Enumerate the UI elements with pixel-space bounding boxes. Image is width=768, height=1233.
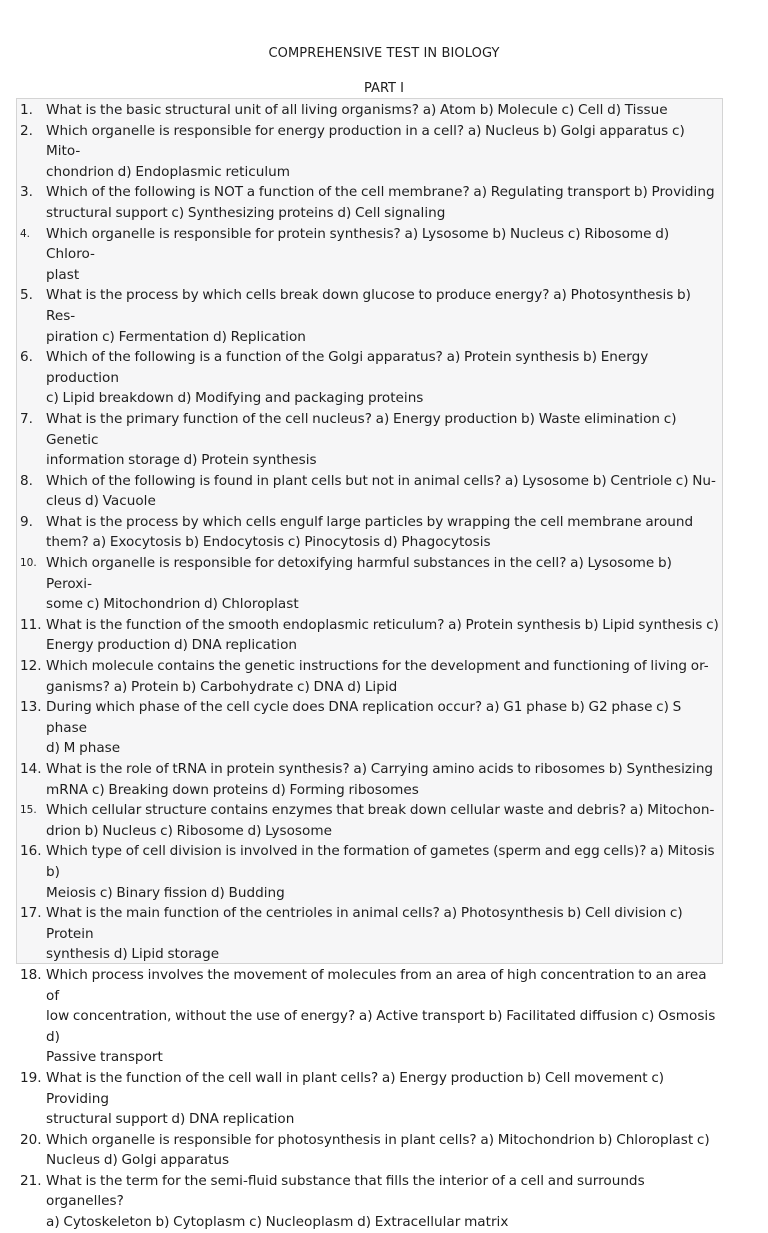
question-item xyxy=(17,471,722,512)
question-text-line: Which of the following is a function of the Golgi apparatus? a) Protein synthesis b) Energy production xyxy=(46,349,649,386)
question-text-line: c) Lipid breakdown d) Modifying and packaging proteins xyxy=(46,390,424,407)
question-number: 15. xyxy=(20,804,37,817)
question-text-line: What is the role of tRNA in protein synthesis? a) Carrying amino acids to ribosomes b) Synthesizing xyxy=(46,761,714,777)
question-item xyxy=(17,285,722,347)
question-text-line: Meiosis c) Binary fission d) Budding xyxy=(46,884,285,901)
question-text-line: What is the function of the smooth endoplasmic reticulum? a) Protein synthesis b) Lipid synthesis c) xyxy=(46,616,719,633)
question-number: 1. xyxy=(20,102,33,118)
question-item xyxy=(17,512,722,553)
question-item xyxy=(17,800,722,841)
question-text-line: Which type of cell division is involved in the formation of gametes (sperm and egg cells)? a) Mitosis b) xyxy=(46,843,715,880)
question-number: 12. xyxy=(20,658,42,675)
question-item xyxy=(17,841,722,903)
question-text-line: synthesis d) Lipid storage xyxy=(46,946,220,963)
question-item xyxy=(17,903,722,965)
question-number: 2. xyxy=(20,122,33,139)
question-number: 3. xyxy=(20,184,33,201)
question-item xyxy=(17,100,722,121)
question-item xyxy=(17,1171,722,1233)
question-number: 7. xyxy=(20,410,33,427)
question-text-line: During which phase of the cell cycle does DNA replication occur? a) G1 phase b) G2 phase c) S phase xyxy=(46,699,682,736)
question-item xyxy=(17,121,722,183)
question-text-line: What is the main function of the centrioles in animal cells? a) Photosynthesis b) Cell division c) Protein xyxy=(46,905,683,942)
question-number: 21. xyxy=(20,1172,42,1189)
question-item xyxy=(17,409,722,471)
question-text-line: Which organelle is responsible for photosynthesis in plant cells? a) Mitochondrion b) Chloroplast c) xyxy=(46,1131,710,1148)
question-text-line: them? a) Exocytosis b) Endocytosis c) Pinocytosis d) Phagocytosis xyxy=(46,534,491,551)
question-item xyxy=(17,1068,722,1130)
question-list xyxy=(17,99,722,1233)
question-text-line: What is the process by which cells engulf large particles by wrapping the cell membrane around xyxy=(46,513,694,530)
question-list-box xyxy=(16,98,723,1231)
question-text-line: Passive transport xyxy=(46,1049,163,1066)
question-number: 6. xyxy=(20,349,33,366)
question-text-line: cleus d) Vacuole xyxy=(46,493,156,510)
question-text-line: What is the term for the semi-fluid substance that fills the interior of a cell and surrounds organelles? xyxy=(46,1172,645,1210)
question-item xyxy=(17,759,722,800)
question-text-line: ganisms? a) Protein b) Carbohydrate c) DNA d) Lipid xyxy=(46,678,398,695)
question-text-line: mRNA c) Breaking down proteins d) Forming ribosomes xyxy=(46,781,419,798)
question-number: 18. xyxy=(20,966,42,983)
question-text-line: Which process involves the movement of molecules from an area of high concentration to an area of xyxy=(46,966,707,1004)
question-text-line: plast xyxy=(46,266,80,283)
question-text-line: Nucleus d) Golgi apparatus xyxy=(46,1152,230,1169)
question-item xyxy=(17,965,722,1068)
question-item xyxy=(17,347,722,409)
question-text-line: Which cellular structure contains enzymes that break down cellular waste and debris? a) Mitochon- xyxy=(46,802,715,819)
question-text-line: Which of the following is found in plant cells but not in animal cells? a) Lysosome b) Centriole c) Nu- xyxy=(46,472,716,489)
question-text-line: Which organelle is responsible for detoxifying harmful substances in the cell? a) Lysosome b) Peroxi- xyxy=(46,555,672,592)
question-item xyxy=(17,656,722,697)
question-item xyxy=(17,697,722,759)
question-item xyxy=(17,553,722,615)
question-number: 17. xyxy=(20,905,42,922)
question-number: 9. xyxy=(20,513,33,530)
question-number: 10. xyxy=(20,557,37,570)
question-number: 19. xyxy=(20,1069,42,1086)
question-number: 16. xyxy=(20,843,42,860)
question-text-line: information storage d) Protein synthesis xyxy=(46,452,317,469)
question-number: 20. xyxy=(20,1131,42,1148)
question-text-line: chondrion d) Endoplasmic reticulum xyxy=(46,163,290,180)
question-text-line: What is the basic structural unit of all living organisms? a) Atom b) Molecule c) Cell d) Tissue xyxy=(46,102,668,118)
question-text-line: What is the primary function of the cell nucleus? a) Energy production b) Waste elimination c) Genetic xyxy=(46,410,677,448)
question-item xyxy=(17,182,722,223)
part-heading: PART I xyxy=(364,81,404,96)
question-text-line: structural support d) DNA replication xyxy=(46,1111,295,1128)
question-text-line: What is the function of the cell wall in plant cells? a) Energy production b) Cell movement c) Providing xyxy=(46,1069,665,1107)
question-text-line: drion b) Nucleus c) Ribosome d) Lysosome xyxy=(46,822,332,839)
question-item xyxy=(17,615,722,656)
question-item xyxy=(17,224,722,286)
question-text-line: piration c) Fermentation d) Replication xyxy=(46,328,306,345)
question-number: 5. xyxy=(20,287,33,304)
question-text-line: Which molecule contains the genetic instructions for the development and functioning of living or- xyxy=(46,658,709,675)
question-text-line: structural support c) Synthesizing proteins d) Cell signaling xyxy=(46,204,446,221)
question-text-line: Which of the following is NOT a function of the cell membrane? a) Regulating transport b) Providing xyxy=(46,184,715,201)
document-title: COMPREHENSIVE TEST IN BIOLOGY xyxy=(268,46,500,61)
question-number: 4. xyxy=(20,227,31,240)
question-number: 13. xyxy=(20,699,42,716)
question-text-line: Energy production d) DNA replication xyxy=(46,637,298,654)
question-text-line: a) Cytoskeleton b) Cytoplasm c) Nucleoplasm d) Extracellular matrix xyxy=(46,1214,509,1231)
question-text-line: some c) Mitochondrion d) Chloroplast xyxy=(46,596,299,613)
question-item xyxy=(17,1130,722,1171)
question-number: 14. xyxy=(20,761,42,777)
question-text-line: Which organelle is responsible for energy production in a cell? a) Nucleus b) Golgi apparatus c) Mito- xyxy=(46,122,685,160)
question-text-line: low concentration, without the use of energy? a) Active transport b) Facilitated diffusion c) Osmosis d) xyxy=(46,1008,716,1045)
question-text-line: d) M phase xyxy=(46,740,121,757)
question-text-line: Which organelle is responsible for protein synthesis? a) Lysosome b) Nucleus c) Ribosome d) Chloro- xyxy=(46,225,670,263)
question-number: 8. xyxy=(20,472,33,489)
question-number: 11. xyxy=(20,616,42,633)
question-text-line: What is the process by which cells break down glucose to produce energy? a) Photosynthesis b) Res- xyxy=(46,287,691,324)
